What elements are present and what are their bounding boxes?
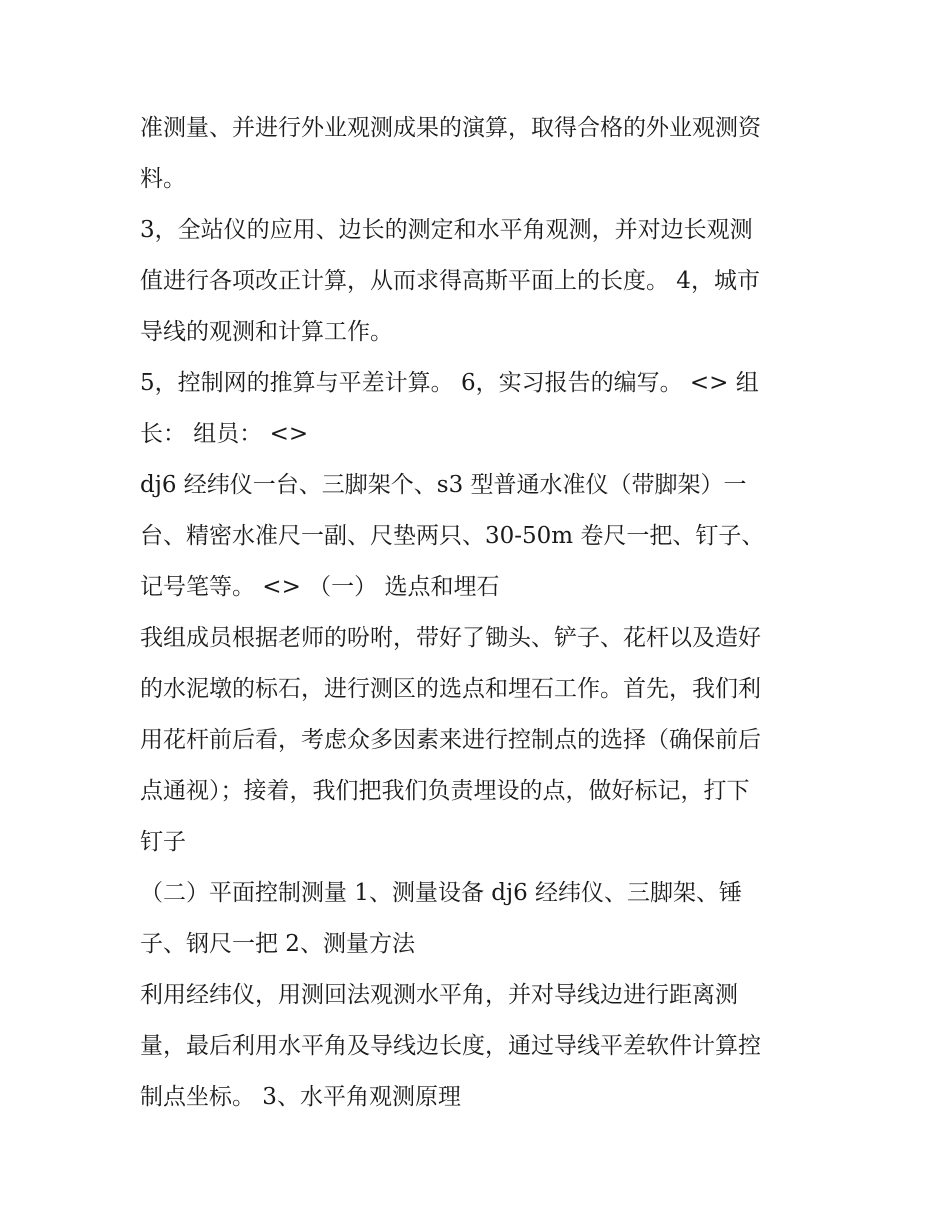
text-line: dj6 经纬仪一台、三脚架个、s3 型普通水准仪（带脚架）一 bbox=[140, 472, 747, 498]
document-body bbox=[140, 103, 820, 1123]
text-line: 钉子 bbox=[140, 829, 186, 855]
text-line: 的水泥墩的标石，进行测区的选点和埋石工作。首先，我们利 bbox=[140, 676, 761, 702]
text-line: 记号笔等。 <> （一） 选点和埋石 bbox=[140, 574, 500, 600]
text-line: 量，最后利用水平角及导线边长度，通过导线平差软件计算控 bbox=[140, 1033, 761, 1059]
text-line: （二）平面控制测量 1、测量设备 dj6 经纬仪、三脚架、锤 bbox=[140, 880, 743, 906]
text-line: 点通视）；接着，我们把我们负责埋设的点，做好标记，打下 bbox=[140, 778, 750, 804]
text-line: 台、精密水准尺一副、尺垫两只、30-50m 卷尺一把、钉子、 bbox=[140, 523, 765, 549]
text-line: 料。 bbox=[140, 166, 186, 192]
text-line: 子、钢尺一把 2、测量方法 bbox=[140, 931, 415, 957]
text-line: 导线的观测和计算工作。 bbox=[140, 319, 393, 345]
text-line: 5，控制网的推算与平差计算。 6，实习报告的编写。 <> 组 bbox=[140, 370, 759, 396]
text-line: 准测量、并进行外业观测成果的演算，取得合格的外业观测资 bbox=[140, 115, 761, 141]
text-line: 3，全站仪的应用、边长的测定和水平角观测，并对边长观测 bbox=[140, 217, 753, 243]
text-line: 利用经纬仪，用测回法观测水平角，并对导线边进行距离测 bbox=[140, 982, 738, 1008]
text-line: 制点坐标。 3、水平角观测原理 bbox=[140, 1084, 461, 1110]
text-line: 用花杆前后看，考虑众多因素来进行控制点的选择（确保前后 bbox=[140, 727, 761, 753]
text-line: 我组成员根据老师的吩咐，带好了锄头、铲子、花杆以及造好 bbox=[140, 625, 761, 651]
text-line: 长： 组员： <> bbox=[140, 421, 309, 447]
text-line: 值进行各项改正计算，从而求得高斯平面上的长度。 4，城市 bbox=[140, 268, 760, 294]
